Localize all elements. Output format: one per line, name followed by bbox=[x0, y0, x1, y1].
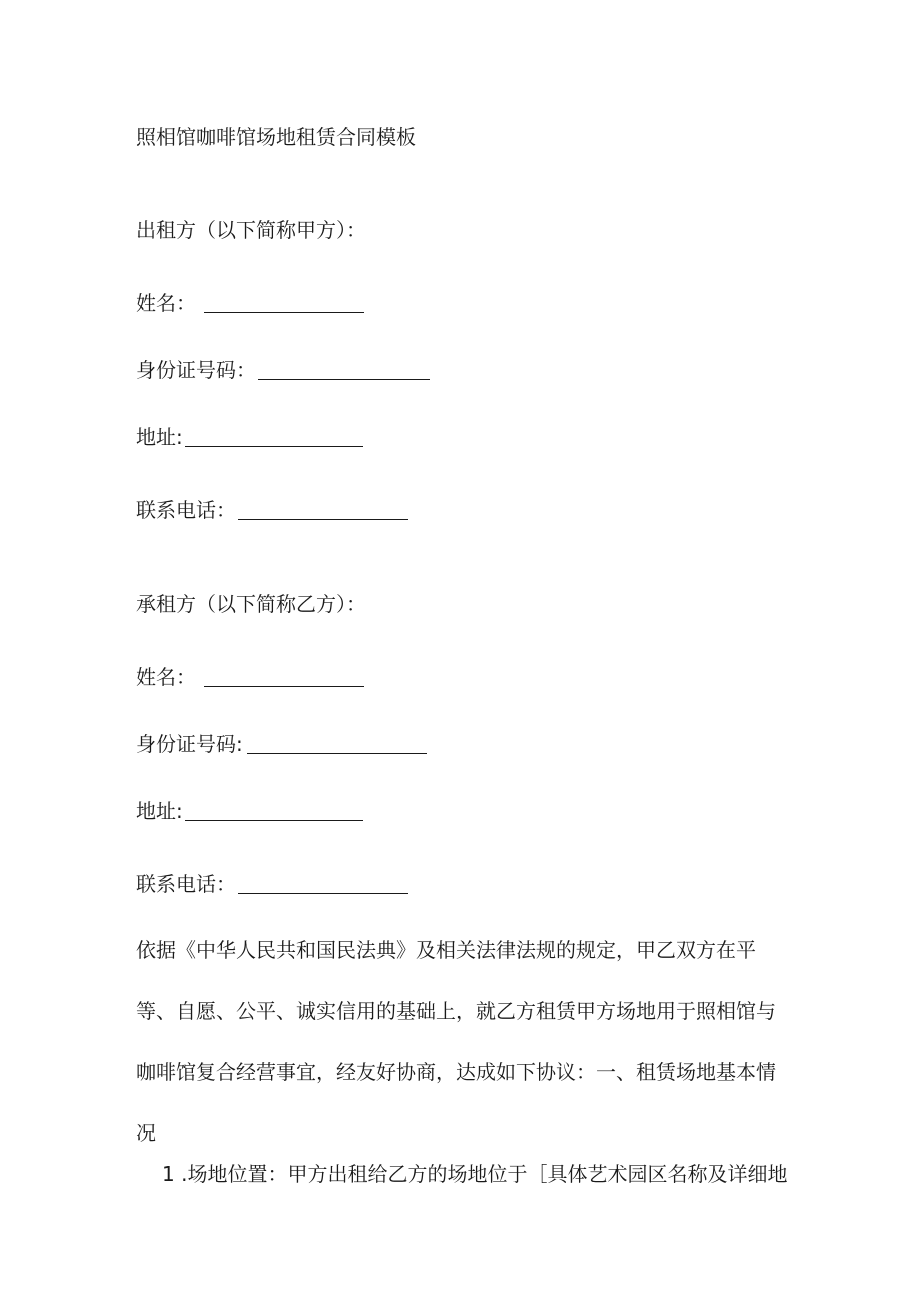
lessee-id-row bbox=[136, 730, 427, 758]
preamble-line: 等、自愿、公平、诚实信用的基础上，就乙方租赁甲方场地用于照相馆与 bbox=[136, 999, 776, 1023]
lessee-id-blank[interactable] bbox=[247, 735, 427, 754]
lessor-name-label: 姓名： bbox=[136, 291, 196, 315]
lessor-name-blank[interactable] bbox=[204, 294, 364, 313]
lessor-heading: 出租方（以下简称甲方）： bbox=[136, 218, 366, 242]
document-title: 照相馆咖啡馆场地租赁合同模板 bbox=[136, 125, 416, 149]
lessee-name-row bbox=[136, 663, 364, 691]
lessor-address-row bbox=[136, 423, 363, 451]
clause-1: 1 .场地位置：甲方出租给乙方的场地位于［具体艺术园区名称及详细地 bbox=[162, 1162, 788, 1186]
preamble-line: 咖啡馆复合经营事宜，经友好协商，达成如下协议：一、租赁场地基本情 bbox=[136, 1060, 776, 1084]
lessor-address-blank[interactable] bbox=[185, 428, 363, 447]
lessee-heading: 承租方（以下简称乙方）： bbox=[136, 592, 366, 616]
lessor-phone-blank[interactable] bbox=[238, 501, 408, 520]
lessee-address-row bbox=[136, 797, 363, 825]
preamble-line: 依据《中华人民共和国民法典》及相关法律法规的规定，甲乙双方在平 bbox=[136, 938, 756, 962]
lessee-phone-label: 联系电话： bbox=[136, 872, 236, 896]
lessee-name-blank[interactable] bbox=[204, 668, 364, 687]
preamble-line: 况 bbox=[136, 1121, 156, 1145]
lessee-phone-row bbox=[136, 870, 408, 898]
lessee-id-label: 身份证号码: bbox=[136, 732, 243, 756]
lessee-name-label: 姓名： bbox=[136, 665, 196, 689]
lessee-phone-blank[interactable] bbox=[238, 875, 408, 894]
lessor-name-row bbox=[136, 289, 364, 317]
lessor-phone-label: 联系电话： bbox=[136, 498, 236, 522]
lessor-phone-row bbox=[136, 496, 408, 524]
lessor-id-row bbox=[136, 356, 430, 384]
lessor-address-label: 地址: bbox=[136, 425, 183, 449]
lessor-id-label: 身份证号码： bbox=[136, 358, 256, 382]
lessee-address-label: 地址: bbox=[136, 799, 183, 823]
lessor-id-blank[interactable] bbox=[258, 361, 430, 380]
lessee-address-blank[interactable] bbox=[185, 802, 363, 821]
